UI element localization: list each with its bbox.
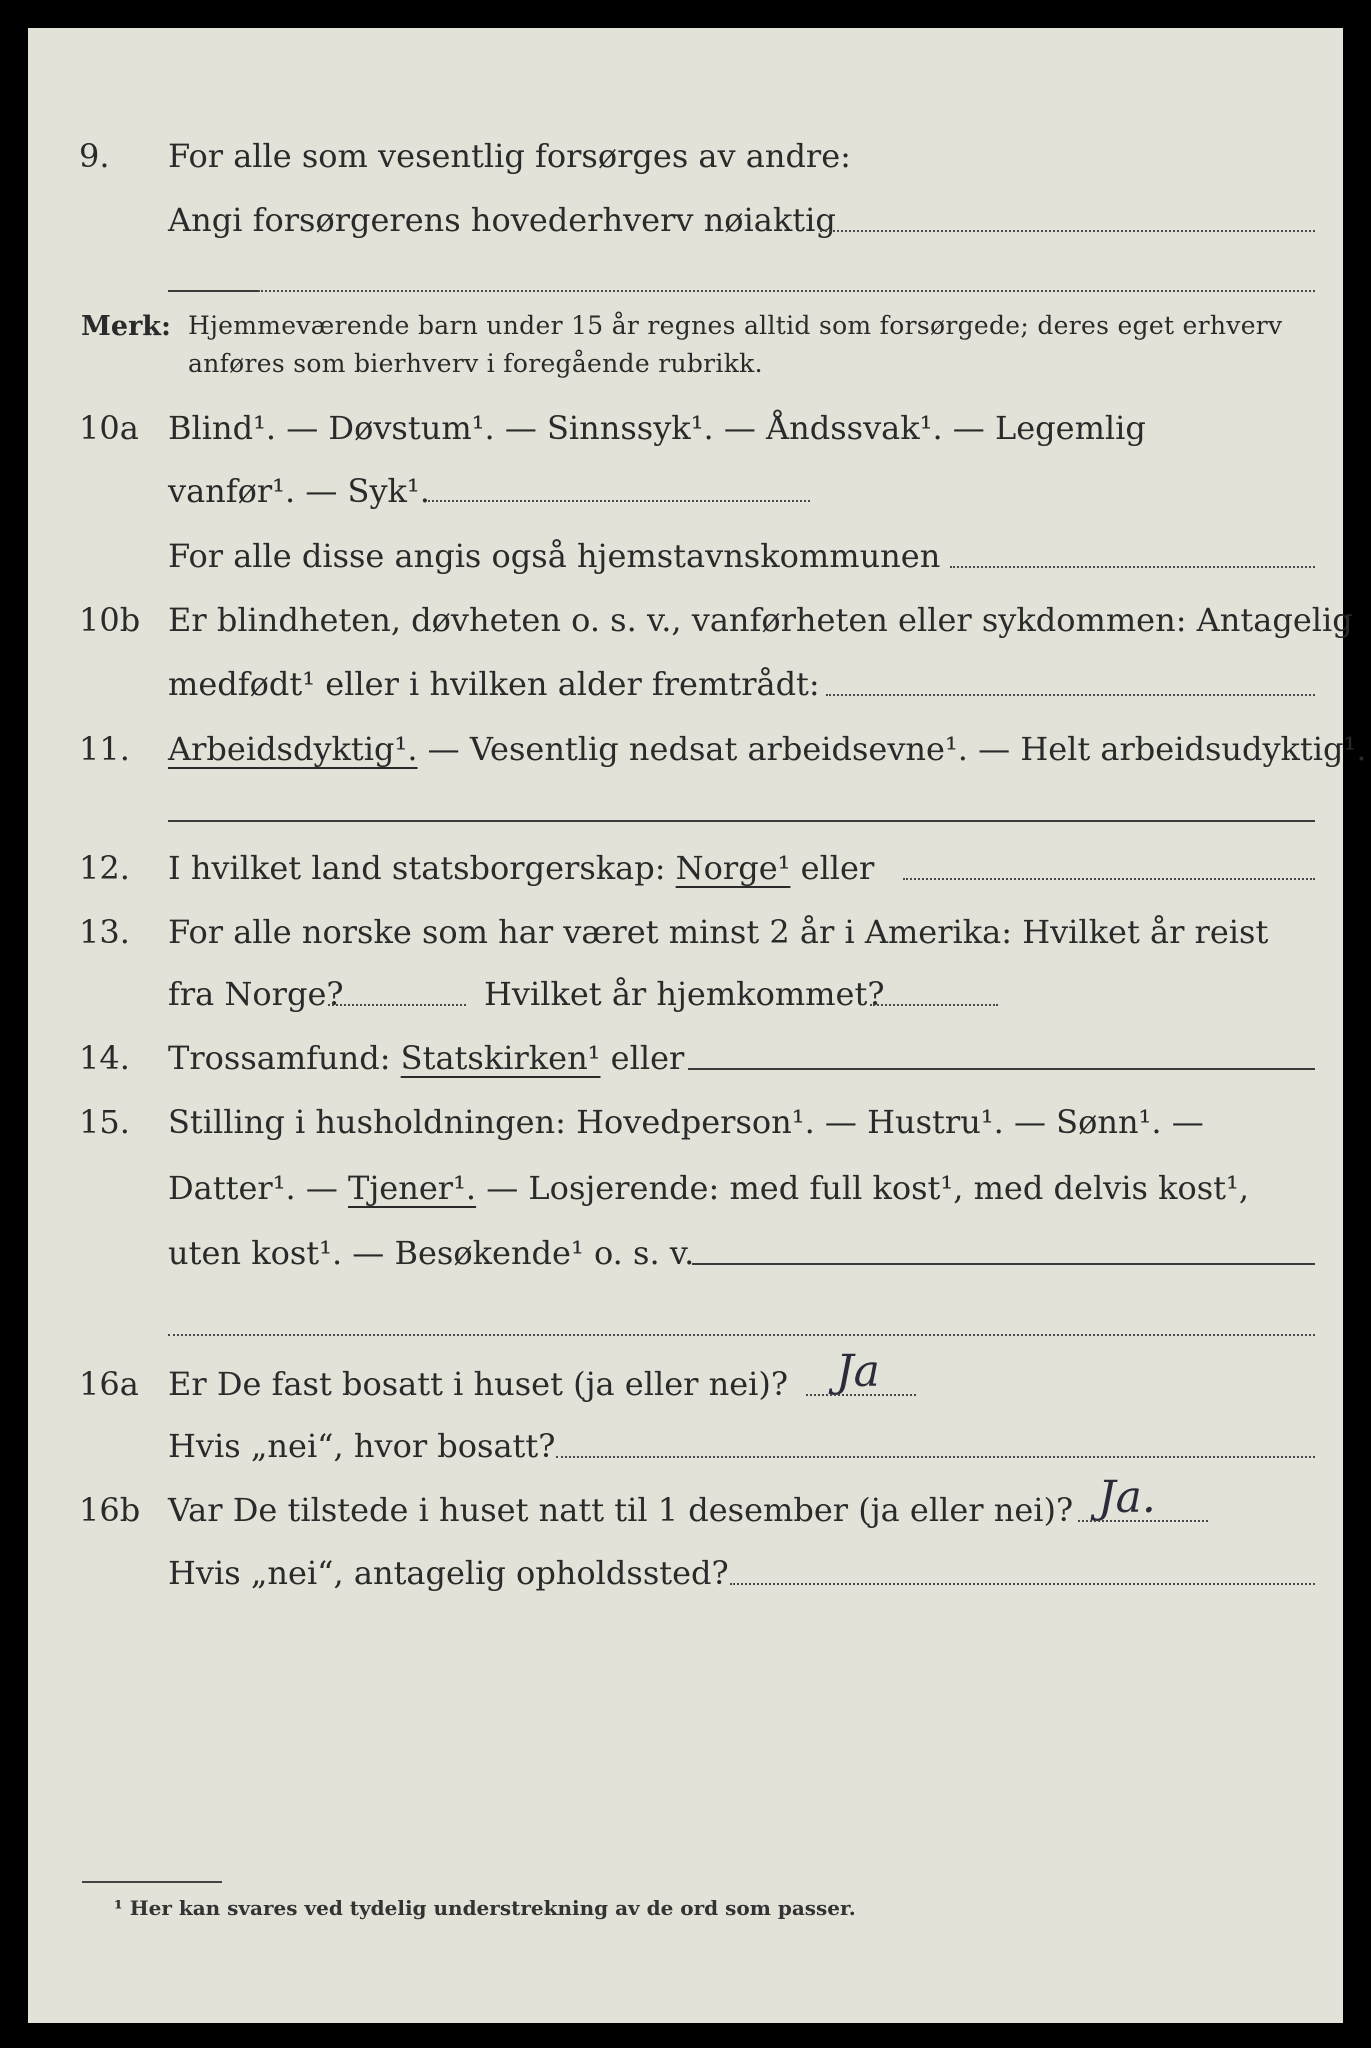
q16a-line2: Hvis „nei“, hvor bosatt? [168,1427,556,1465]
q12-post: eller [790,849,875,887]
q16b-number: 16b [79,1491,141,1529]
q13-reist-answer-line[interactable] [328,1004,466,1006]
q15-line1: Stilling i husholdningen: Hovedperson¹. — Hustru¹. — Sønn¹. — [168,1103,1204,1141]
q10a-line2a: vanfør¹. — [168,472,348,510]
q10a-syk-answer-line[interactable] [428,500,810,502]
q10a-line3: For alle disse angis også hjemstavnskommunen [168,537,941,575]
q11-answer-line[interactable] [168,820,1315,822]
q13-hjemkommet-answer-line[interactable] [870,1004,998,1006]
q16a-line1: Er De fast bosatt i huset (ja eller nei)? [168,1365,789,1403]
q16a-answer-line[interactable] [806,1394,916,1396]
q12-number: 12. [79,849,130,887]
q9-text-line1: For alle som vesentlig forsørges av andre: [168,137,851,175]
q12-pre: I hvilket land statsborgerskap: [168,849,676,887]
q10b-line2: medfødt¹ eller i hvilken alder fremtrådt: [168,665,820,703]
q9-number: 9. [79,137,110,175]
q15-number: 15. [79,1103,130,1141]
q13-line2a: fra Norge? [168,975,344,1013]
q11-option-arbeidsdyktig: Arbeidsdyktig¹. [168,730,418,768]
q10a-line1: Blind¹. — Døvstum¹. — Sinnssyk¹. — Åndssvak¹. — Legemlig [168,409,1146,447]
q13-number: 13. [79,913,130,951]
q16a-bosatt-answer-line[interactable] [556,1456,1315,1458]
q11-rest: — Vesentlig nedsat arbeidsevne¹. — Helt arbeidsudyktig¹. [417,730,1367,768]
q13-line2b: Hvilket år hjemkommet? [484,975,885,1013]
q15-line3: uten kost¹. — Besøkende¹ o. s. v. [168,1234,695,1272]
q15-answer-line2[interactable] [168,1334,1315,1336]
q15-answer-line[interactable] [692,1263,1315,1265]
q16b-line2: Hvis „nei“, antagelig opholdssted? [168,1554,729,1592]
q16b-answer-line[interactable] [1078,1520,1208,1522]
q9-text-line2: Angi forsørgerens hovederhverv nøiaktig [168,201,836,239]
q14-number: 14. [79,1039,130,1077]
q11-number: 11. [79,730,130,768]
q10a-syk: Syk¹. [347,472,430,510]
footnote-rule [82,1881,222,1883]
q15-line2 [168,1168,1249,1208]
q12-answer-line[interactable] [903,878,1315,880]
q15-line2b: — Losjerende: med full kost¹, med delvis kost¹, [476,1169,1250,1207]
q10a-hjemstavn-answer-line[interactable] [950,566,1315,568]
census-form-page [28,28,1367,2023]
q16a-number: 16a [79,1365,139,1403]
q10b-number: 10b [79,601,141,639]
q14-option-statskirken: Statskirken¹ [400,1039,601,1077]
q14-post: eller [600,1039,685,1077]
q9-answer-line2[interactable] [258,290,1315,292]
q15-option-tjener: Tjener¹. [348,1169,477,1207]
q10b-answer-line[interactable] [826,694,1315,696]
q11-text [168,729,1367,769]
merk-line2: anføres som bierhverv i foregående rubrikk. [188,349,763,378]
footnote-text: ¹ Her kan svares ved tydelig understrekning av de ord som passer. [114,1896,856,1920]
q9-answer-line[interactable] [820,230,1315,232]
q10a-number: 10a [79,409,139,447]
q10b-line1: Er blindheten, døvheten o. s. v., vanførheten eller sykdommen: Antagelig [168,601,1353,639]
q16a-handwritten-answer: Ja [836,1346,880,1397]
merk-label: Merk: [81,311,171,342]
q16b-opholdssted-answer-line[interactable] [730,1583,1315,1585]
q15-line2a: Datter¹. — [168,1169,349,1207]
q14-pre: Trossamfund: [168,1039,401,1077]
q14-answer-line[interactable] [688,1068,1315,1070]
q16b-line1: Var De tilstede i huset natt til 1 desember (ja eller nei)? [168,1491,1074,1529]
q12-text [168,848,874,888]
merk-line1: Hjemmeværende barn under 15 år regnes alltid som forsørgede; deres eget erhverv [188,311,1283,340]
q16b-handwritten-answer: Ja. [1098,1472,1156,1523]
q14-text [168,1038,684,1078]
q9-answer-line2-start [168,290,258,292]
q12-option-norge: Norge¹ [675,849,791,887]
q13-line1: For alle norske som har været minst 2 år i Amerika: Hvilket år reist [168,913,1269,951]
q10a-line2 [168,471,430,511]
